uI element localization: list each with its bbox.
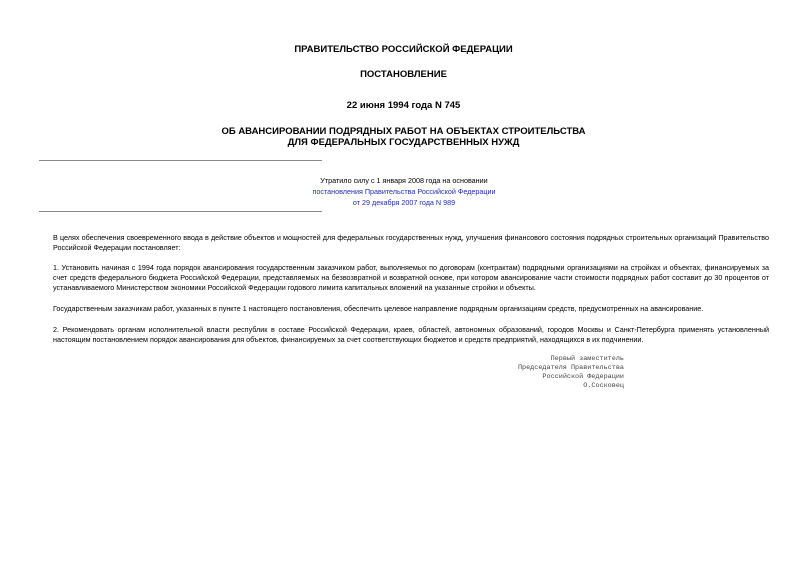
paragraph-text: В целях обеспечения своевременного ввода в действие объектов и мощностей для федеральных государственных нужд, улучшения финансового состояния подрядных строительных организаций Правительство Российской Федерации постановляет: [53,233,769,252]
status-note [39,175,769,208]
government-heading: ПРАВИТЕЛЬСТВО РОССИЙСКОЙ ФЕДЕРАЦИИ [294,44,513,55]
paragraph-text: 2. Рекомендовать органам исполнительной власти республик в составе Российской Федерации, краев, областей, автономных образований, городов Москвы и Санкт-Петербурга применять установленный настоящим постановлением порядок авансирования для объектов, финансируемых за счет соответствующих бюджетов и средств предприятий, находящихся в их подчинении. [53,325,769,344]
paragraph-text: Государственным заказчикам работ, указанных в пункте 1 настоящего постановления, обеспечить целевое направление подрядным организациям средств, предусмотренных на авансирование. [53,304,704,313]
status-note-link-2[interactable]: от 29 декабря 2007 года N 989 [352,198,456,207]
paragraph-item-1 [39,263,769,293]
document-title-line-1: ОБ АВАНСИРОВАНИИ ПОДРЯДНЫХ РАБОТ НА ОБЪЕКТАХ СТРОИТЕЛЬСТВА [221,126,586,137]
paragraph-item-2 [39,325,769,345]
paragraph-customers [39,304,769,314]
signature-line-2: Председателя Правительства [517,364,624,372]
document-type-heading: ПОСТАНОВЛЕНИЕ [360,69,447,80]
signature-name: О.Сосковец [583,382,624,390]
divider-top [39,160,322,161]
status-note-text: Утратило силу с 1 января 2008 года на основании [320,176,488,185]
document-title-line-2: ДЛЯ ФЕДЕРАЛЬНЫХ ГОСУДАРСТВЕННЫХ НУЖД [287,137,520,148]
divider-bottom [39,211,322,212]
status-note-link-1[interactable]: постановления Правительства Российской Федерации [312,187,496,196]
paragraph-text: 1. Установить начиная с 1994 года порядок авансирования государственным заказчиком работ, выполняемых по договорам (контрактам) подрядными организациями на стройках и объектах, финансируемых за счет средств федерального бюджета Российской Федерации, представляемых на безвозвратной и возвратной основе, при котором авансирование части стоимости подрядных работ составит до 30 процентов от устанавливаемого Министерством экономики Российской Федерации годового лимита капитальных вложений на указанные стройки и объекты. [53,263,769,292]
signature-line-1: Первый заместитель [550,355,624,363]
signature-line-3: Российской Федерации [542,373,624,381]
signature-block [518,355,624,391]
date-number-heading: 22 июня 1994 года N 745 [346,100,461,111]
paragraph-preamble [39,233,769,253]
document-title [0,126,807,148]
